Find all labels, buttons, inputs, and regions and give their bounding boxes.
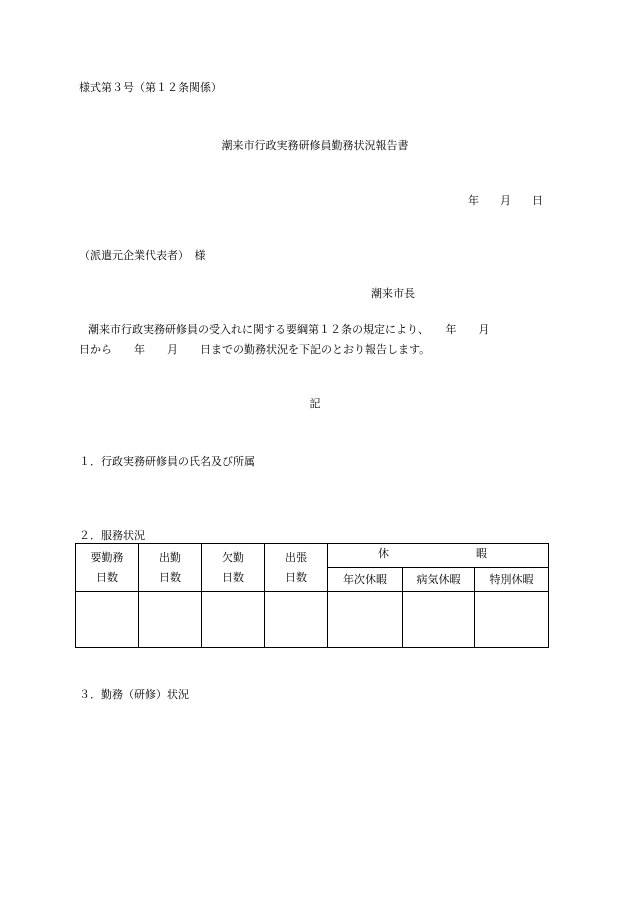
- header-sick-leave: 病気休暇: [403, 568, 475, 592]
- addressee: （派遣元企業代表者） 様: [79, 249, 206, 262]
- header-business-trip-days: 出張 日数: [265, 544, 328, 592]
- date-year: 年: [468, 194, 479, 207]
- ki-mark: 記: [309, 397, 321, 410]
- cell-absence-days: [202, 592, 265, 648]
- cell-required-days: [76, 592, 139, 648]
- document-title: 潮来市行政実務研修員勤務状況報告書: [221, 139, 409, 152]
- header-attendance-days: 出勤 日数: [139, 544, 202, 592]
- date-day: 日: [532, 194, 543, 207]
- service-status-table: [75, 543, 549, 648]
- body-text-line-2: 日から 年 月 日までの勤務状況を下記のとおり報告します。: [79, 343, 431, 356]
- cell-attendance-days: [139, 592, 202, 648]
- header-leave-left: 休: [378, 547, 389, 560]
- header-special-leave: 特別休暇: [475, 568, 549, 592]
- cell-annual-leave: [328, 592, 403, 648]
- date-month: 月: [500, 194, 511, 207]
- cell-sick-leave: [403, 592, 475, 648]
- header-required-days: 要勤務 日数: [76, 544, 139, 592]
- section-3-heading: ３．勤務（研修）状況: [79, 688, 189, 701]
- header-leave-right: 暇: [476, 547, 487, 560]
- cell-special-leave: [475, 592, 549, 648]
- header-leave: [328, 544, 549, 568]
- header-absence-days: 欠勤 日数: [202, 544, 265, 592]
- body-text-line-1: 潮来市行政実務研修員の受入れに関する要綱第１２条の規定により、 年 月: [88, 323, 490, 336]
- section-1-heading: １．行政実務研修員の氏名及び所属: [79, 455, 255, 468]
- cell-business-trip-days: [265, 592, 328, 648]
- header-annual-leave: 年次休暇: [328, 568, 403, 592]
- form-number: 様式第３号（第１２条関係）: [79, 81, 222, 94]
- section-2-heading: ２．服務状況: [79, 529, 145, 542]
- table-row: [76, 592, 549, 648]
- sender: 潮来市長: [371, 287, 415, 300]
